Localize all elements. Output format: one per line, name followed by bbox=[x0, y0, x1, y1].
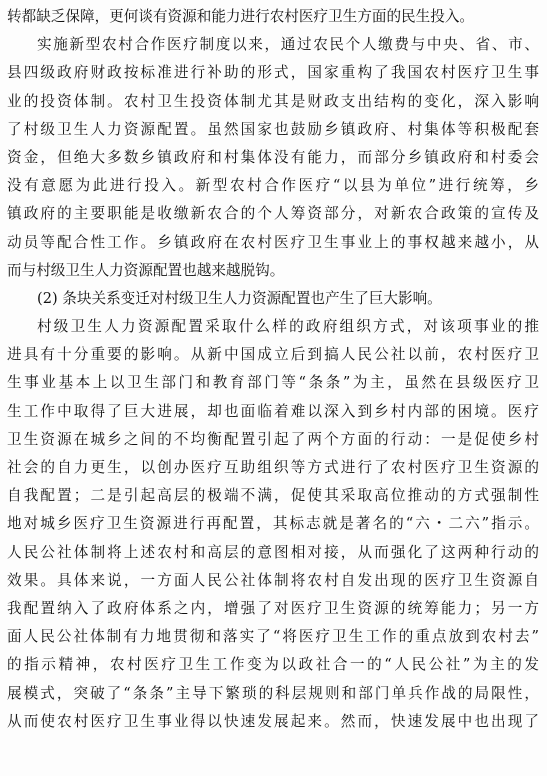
text-line: 资金，但绝大多数乡镇政府和村集体没有能力，而部分乡镇政府和村委会 bbox=[7, 148, 539, 166]
text-line: 县四级政府财政按标准进行补助的形式，国家重构了我国农村医疗卫生事 bbox=[7, 64, 539, 82]
text-line: 的指示精神，农村医疗卫生工作变为以政社合一的“人民公社”为主的发 bbox=[7, 656, 539, 674]
text-line: 效果。具体来说，一方面人民公社体制将农村自发出现的医疗卫生资源自 bbox=[7, 571, 539, 589]
text-line: 生事业基本上以卫生部门和教育部门等“条条”为主，虽然在县级医疗卫 bbox=[7, 374, 539, 392]
text-line: 镇政府的主要职能是收缴新农合的个人筹资部分，对新农合政策的宣传及 bbox=[7, 205, 539, 223]
text-line: 了村级卫生人力资源配置。虽然国家也鼓励乡镇政府、村集体等积极配套 bbox=[7, 120, 539, 138]
text-line: 没有意愿为此进行投入。新型农村合作医疗“以县为单位”进行统筹，乡 bbox=[7, 177, 539, 195]
text-line: 地对城乡医疗卫生资源进行再配置，其标志就是著名的“六・二六”指示。 bbox=[7, 515, 539, 533]
text-line: 我配置纳入了政府体系之内，增强了对医疗卫生资源的统筹能力；另一方 bbox=[7, 599, 539, 617]
text-line: 实施新型农村合作医疗制度以来，通过农民个人缴费与中央、省、市、 bbox=[37, 36, 539, 54]
text-line: 进具有十分重要的影响。从新中国成立后到搞人民公社以前，农村医疗卫 bbox=[7, 346, 539, 364]
text-line: 从而使农村医疗卫生事业得以快速发展起来。然而，快速发展中也出现了 bbox=[7, 712, 539, 730]
text-line: 面人民公社体制有力地贯彻和落实了“将医疗卫生工作的重点放到农村去” bbox=[7, 628, 539, 646]
text-line: 卫生资源在城乡之间的不均衡配置引起了两个方面的行动：一是促使乡村 bbox=[7, 430, 539, 448]
text-line: 业的投资体制。农村卫生投资体制尤其是财政支出结构的变化，深入影响 bbox=[7, 92, 539, 110]
text-line: 社会的自力更生，以创办医疗互助组织等方式进行了农村医疗卫生资源的 bbox=[7, 459, 539, 476]
text-line: 转都缺乏保障，更何谈有资源和能力进行农村医疗卫生方面的民生投入。 bbox=[7, 8, 475, 25]
text-line: 人民公社体制将上述农村和高层的意图相对接，从而强化了这两种行动的 bbox=[7, 543, 539, 561]
text-line: 展模式，突破了“条条”主导下繁琐的科层规则和部门单兵作战的局限性， bbox=[7, 684, 539, 702]
document-body bbox=[7, 3, 539, 736]
section-heading: (2) 条块关系变迁对村级卫生人力资源配置也产生了巨大影响。 bbox=[37, 289, 442, 307]
text-line: 动员等配合性工作。乡镇政府在农村医疗卫生事业上的事权越来越小，从 bbox=[7, 233, 539, 251]
text-line: 村级卫生人力资源配置采取什么样的政府组织方式，对该项事业的推 bbox=[37, 318, 539, 336]
text-line: 生工作中取得了巨大进展，却也面临着难以深入到乡村内部的困境。医疗 bbox=[7, 402, 539, 420]
text-line: 自我配置；二是引起高层的极端不满，促使其采取高位推动的方式强制性 bbox=[7, 487, 539, 505]
text-line: 而与村级卫生人力资源配置也越来越脱钩。 bbox=[7, 261, 285, 279]
